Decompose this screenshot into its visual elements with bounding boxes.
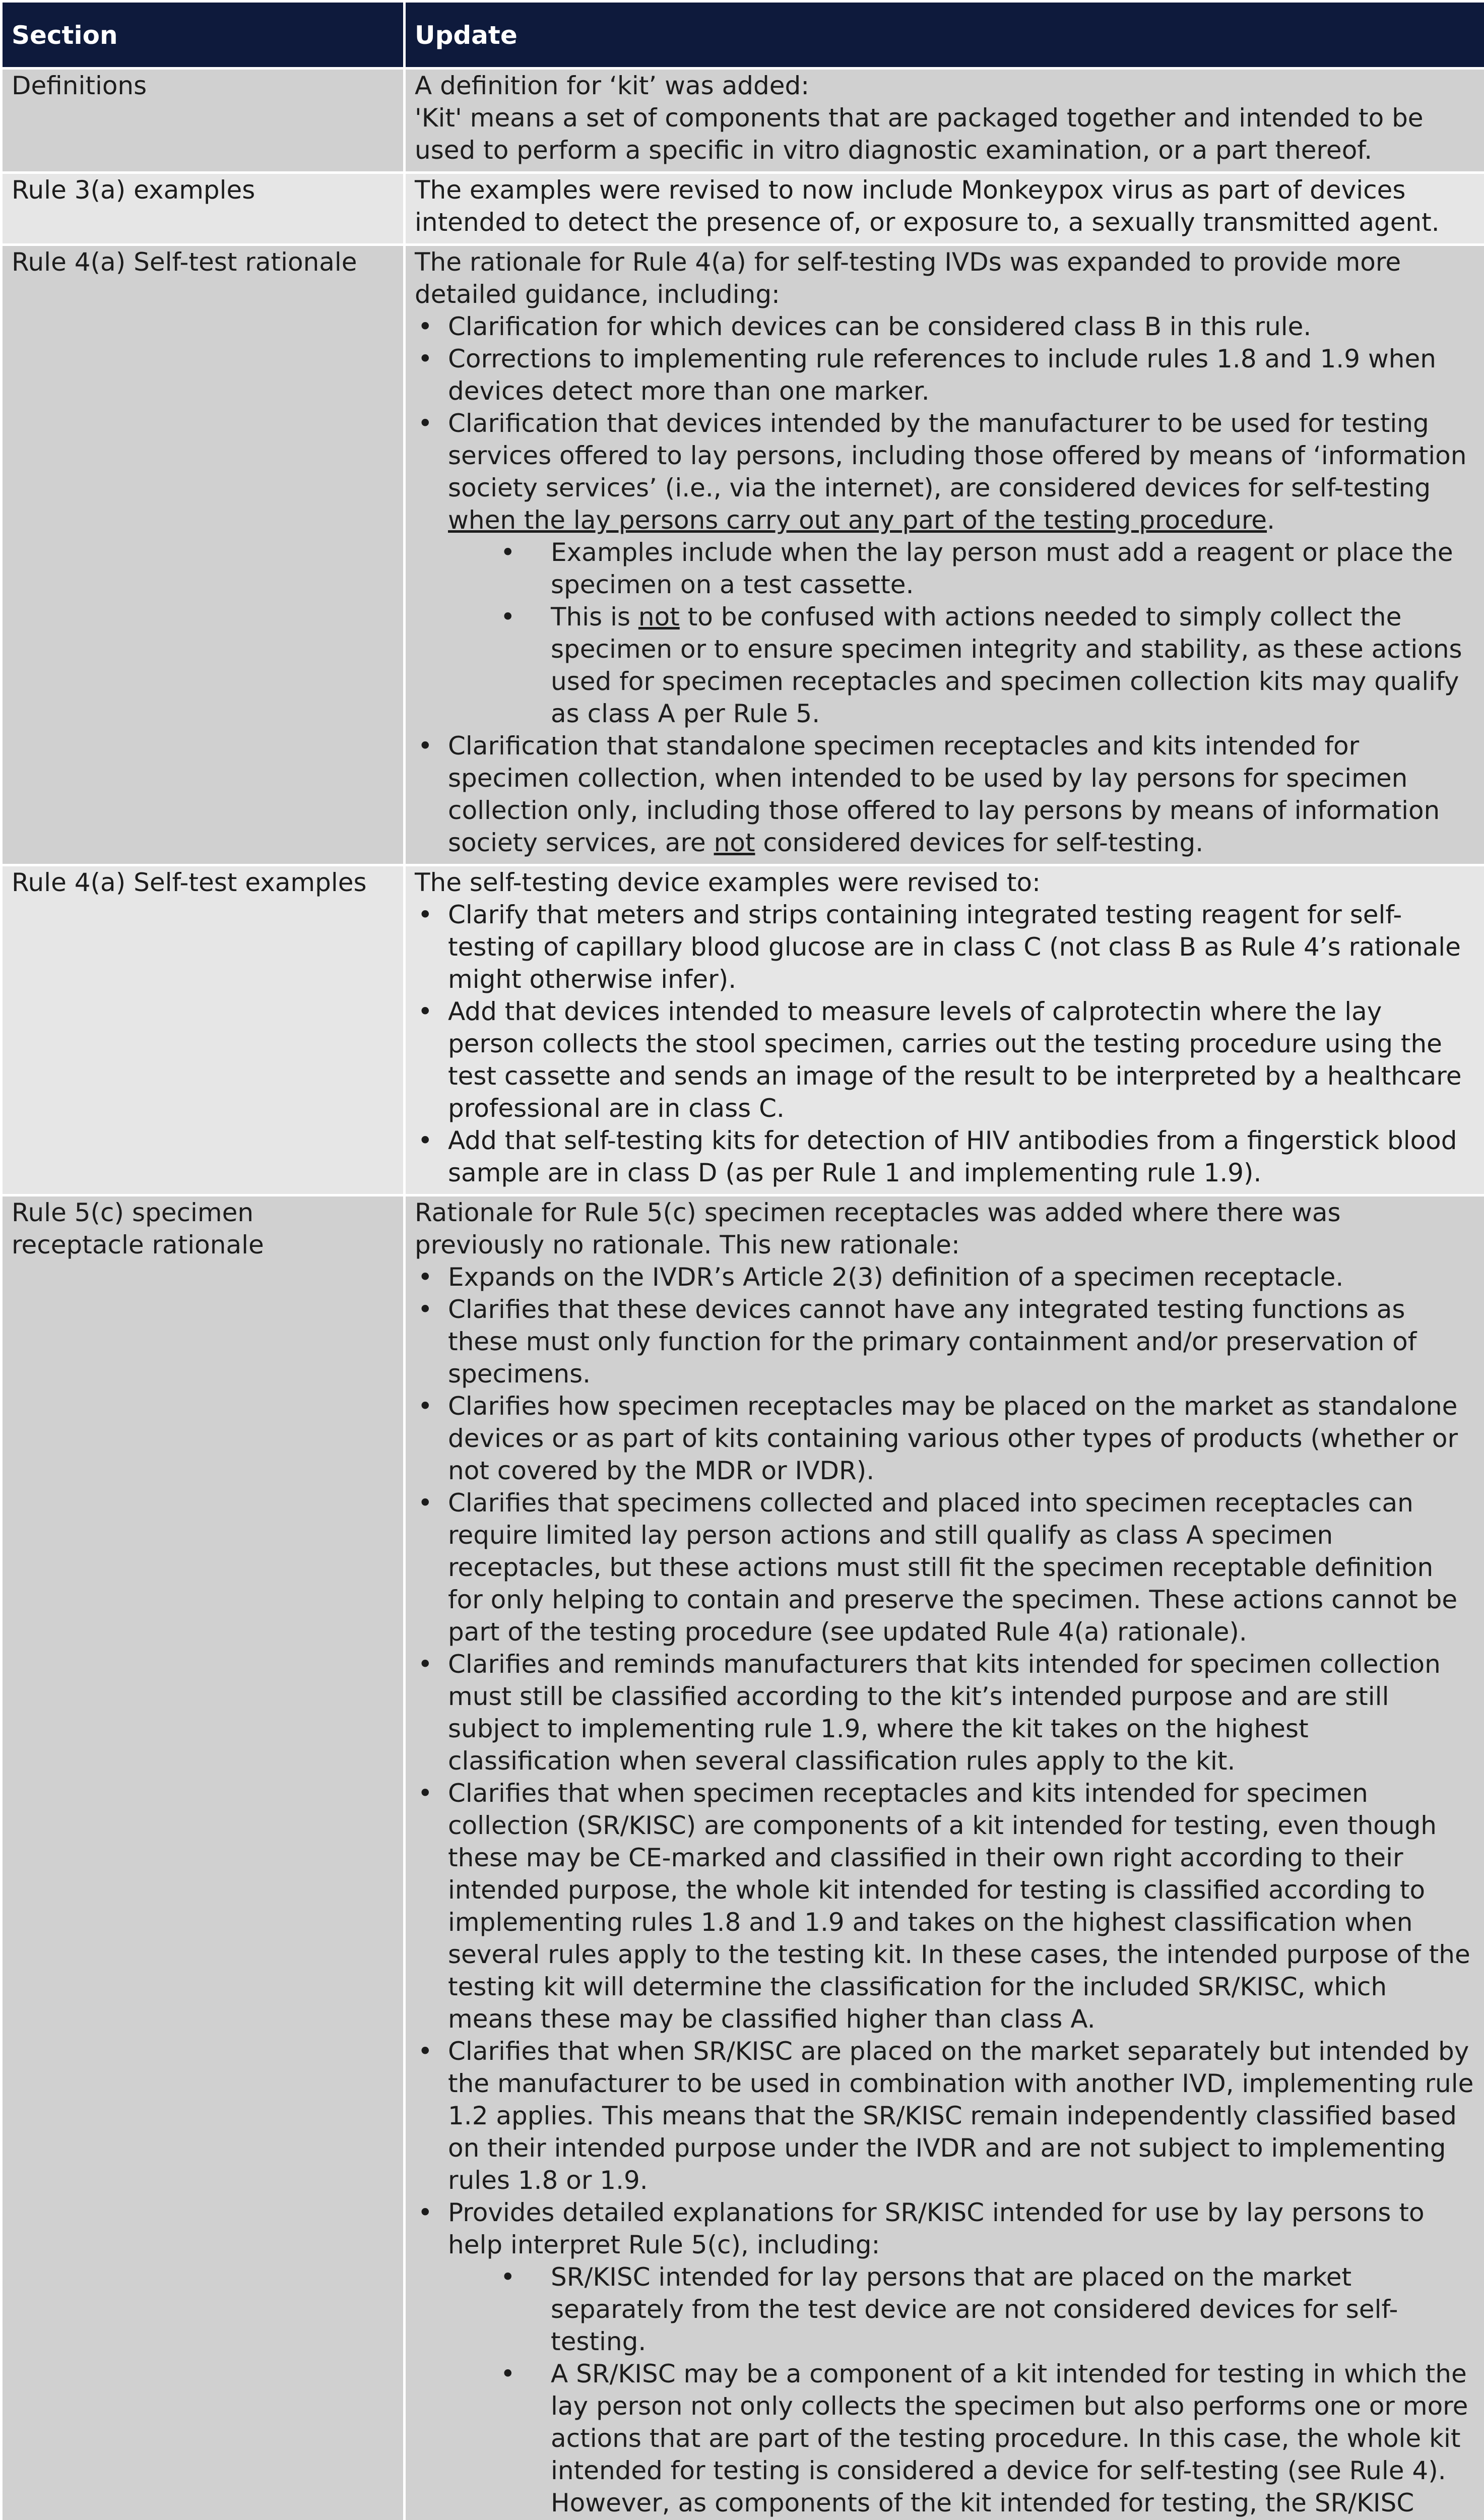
bullet-icon: • (418, 1650, 433, 1679)
list-item-text: Expands on the IVDR’s Article 2(3) definition of a specimen receptacle. (448, 1263, 1344, 1292)
update-text: Rationale for Rule 5(c) specimen receptacles was added where there was previously no rationale. This new rationale: (415, 1198, 1341, 1259)
section-cell: Rule 3(a) examples (2, 173, 405, 245)
list-item-text: Clarification for which devices can be considered class B in this rule. (448, 312, 1312, 341)
section-cell: Rule 4(a) Self-test examples (2, 865, 405, 1195)
list-item-text: Clarifies that when SR/KISC are placed on the market separately but intended by the manufacturer to be used in combination with another IVD, implementing rule 1.2 applies. This means that the SR/KISC remain independently classified based on their intended purpose under the IVDR and are not subject to implementing rules 1.8 or 1.9. (448, 2037, 1474, 2195)
underlined-text: when the lay persons carry out any part of the testing procedure (448, 506, 1267, 535)
update-cell (405, 865, 1484, 1195)
row-rule4a-rationale (2, 245, 1484, 865)
bullet-icon: • (418, 731, 433, 761)
bullet-icon: • (418, 1295, 433, 1324)
list-item (415, 1390, 1475, 1487)
list-item (415, 310, 1475, 343)
list-item (415, 1487, 1475, 1648)
header-update: Update (405, 2, 1484, 69)
bullet-icon: • (418, 900, 433, 929)
update-text: 'Kit' means a set of components that are packaged together and intended to be used to perform a specific in vitro diagnostic examination, or a part thereof. (415, 103, 1424, 165)
list-item-text: Clarification that devices intended by the manufacturer to be used for testing services offered to lay persons, including those offered by means of ‘information society services’ (i.e., via the internet), are considered devices for self-testing (448, 409, 1467, 502)
list-item-text: A SR/KISC may be a component of a kit intended for testing in which the lay person not only collects the specimen but also performs one or more actions that are part of the testing procedure. In this case, the whole kit intended for testing is considered a device for self-testing (see Rule 4). However, as components of the kit intended for testing, the SR/KISC (551, 2359, 1468, 2517)
section-cell: Definitions (2, 69, 405, 173)
row-rule5c-rationale (2, 1195, 1484, 2520)
bullet-icon: • (418, 409, 433, 438)
bullet-list (415, 1261, 1475, 2520)
update-cell (405, 173, 1484, 245)
section-cell: Rule 5(c) specimen receptacle rationale (2, 1195, 405, 2520)
list-item-text: Clarifies that these devices cannot have any integrated testing functions as these must only function for the primary containment and/or preservation of specimens. (448, 1295, 1417, 1389)
bullet-icon: • (500, 2262, 515, 2292)
list-item (415, 899, 1475, 995)
list-item-text: Clarifies and reminds manufacturers that kits intended for specimen collection must still be classified according to the kit’s intended purpose and are still subject to implementing rule 1.9, where the kit takes on the highest classification when several classification rules apply to the kit. (448, 1650, 1441, 1776)
list-item (415, 343, 1475, 407)
section-cell: Rule 4(a) Self-test rationale (2, 245, 405, 865)
bullet-icon: • (418, 1126, 433, 1155)
list-item-text: Add that self-testing kits for detection of HIV antibodies from a fingerstick blood sample are in class D (as per Rule 1 and implementing rule 1.9). (448, 1126, 1457, 1187)
bullet-icon: • (418, 344, 433, 373)
bullet-icon: • (500, 2359, 515, 2388)
list-item-text: Clarification that standalone specimen receptacles and kits intended for specimen collection, when intended to be used by lay persons for specimen collection only, including those offered to lay persons by means of information society services, are (448, 731, 1440, 857)
update-text: The rationale for Rule 4(a) for self-testing IVDs was expanded to provide more detailed guidance, including: (415, 247, 1401, 309)
header-section: Section (2, 2, 405, 69)
list-item (415, 1777, 1475, 2035)
list-item-text: Clarifies that specimens collected and placed into specimen receptacles can require limited lay person actions and still qualify as class A specimen receptacles, but these actions must still fit the specimen receptable definition for only helping to contain and preserve the specimen. These actions cannot be part of the testing procedure (see updated Rule 4(a) rationale). (448, 1488, 1458, 1647)
update-text: A definition for ‘kit’ was added: (415, 71, 810, 100)
list-item-text: SR/KISC intended for lay persons that are placed on the market separately from the test device are not considered devices for self-testing. (551, 2262, 1398, 2356)
list-item (415, 2035, 1475, 2196)
update-cell (405, 1195, 1484, 2520)
row-definitions (2, 69, 1484, 173)
bullet-icon: • (418, 2037, 433, 2066)
sub-list-item (415, 2358, 1475, 2520)
list-item (415, 995, 1475, 1124)
update-cell (405, 245, 1484, 865)
list-item-text: This is (551, 602, 638, 632)
sub-list-item (415, 601, 1475, 730)
header-row (2, 2, 1484, 69)
sub-list-item (415, 2261, 1475, 2358)
bullet-icon: • (500, 602, 515, 632)
row-rule3a-examples (2, 173, 1484, 245)
list-item-text: Add that devices intended to measure levels of calprotectin where the lay person collects the stool specimen, carries out the testing procedure using the test cassette and sends an image of the result to be interpreted by a healthcare professional are in class C. (448, 997, 1462, 1123)
list-item (415, 407, 1475, 536)
sub-list-item (415, 536, 1475, 601)
bullet-icon: • (418, 1779, 433, 1808)
bullet-icon: • (418, 1488, 433, 1518)
list-item (415, 1293, 1475, 1390)
bullet-icon: • (418, 312, 433, 341)
update-cell (405, 69, 1484, 173)
row-rule4a-examples (2, 865, 1484, 1195)
list-item-text: Clarifies how specimen receptacles may be placed on the market as standalone devices or as part of kits containing various other types of products (whether or not covered by the MDR or IVDR). (448, 1392, 1458, 1485)
bullet-icon: • (418, 1392, 433, 1421)
bullet-list (415, 899, 1475, 1189)
underlined-text: not (638, 602, 680, 632)
list-item (415, 1261, 1475, 1293)
list-item-text: Clarifies that when specimen receptacles and kits intended for specimen collection (SR/KISC) are components of a kit intended for testing, even though these may be CE-marked and classified in their own right according to their intended purpose, the whole kit intended for testing is classified according to implementing rules 1.8 and 1.9 and takes on the highest classification when several rules apply to the testing kit. In these cases, the intended purpose of the testing kit will determine the classification for the included SR/KISC, which means these may be classified higher than class A. (448, 1779, 1470, 2034)
update-text: The self-testing device examples were revised to: (415, 868, 1041, 897)
list-item-text: Provides detailed explanations for SR/KISC intended for use by lay persons to help interpret Rule 5(c), including: (448, 2198, 1425, 2259)
bullet-icon: • (418, 1263, 433, 1292)
underlined-text: not (714, 828, 755, 857)
list-item-text: considered devices for self-testing. (755, 828, 1204, 857)
list-item-text: . (1267, 506, 1275, 535)
list-item-text: Corrections to implementing rule references to include rules 1.8 and 1.9 when devices detect more than one marker. (448, 344, 1436, 406)
list-item-text: to be confused with actions needed to simply collect the specimen or to ensure specimen integrity and stability, as these actions used for specimen receptacles and specimen collection kits may qualify as class A per Rule 5. (551, 602, 1462, 728)
update-text: The examples were revised to now include Monkeypox virus as part of devices intended to detect the presence of, or exposure to, a sexually transmitted agent. (415, 175, 1440, 237)
bullet-list (415, 310, 1475, 859)
bullet-icon: • (418, 997, 433, 1026)
bullet-icon: • (418, 2198, 433, 2227)
list-item-text: Clarify that meters and strips containing integrated testing reagent for self-testing of capillary blood glucose are in class C (not class B as Rule 4’s rationale might otherwise infer). (448, 900, 1461, 994)
list-item (415, 2196, 1475, 2261)
list-item (415, 730, 1475, 859)
bullet-icon: • (500, 538, 515, 567)
list-item (415, 1124, 1475, 1189)
list-item (415, 1648, 1475, 1777)
list-item-text: Examples include when the lay person must add a reagent or place the specimen on a test cassette. (551, 538, 1453, 599)
